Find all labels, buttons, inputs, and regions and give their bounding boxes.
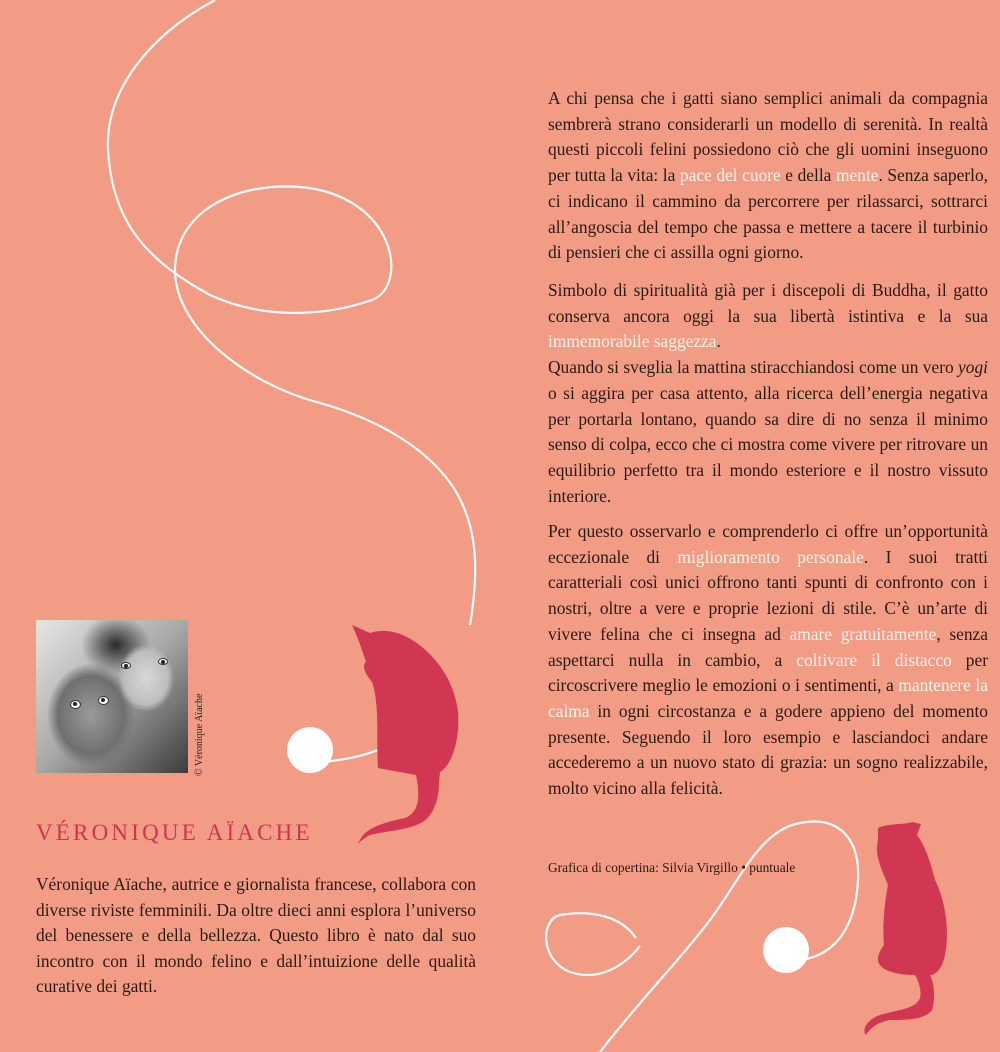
yarn-ball-left bbox=[287, 727, 333, 773]
author-name: VÉRONIQUE AÏACHE bbox=[36, 820, 313, 845]
cat-silhouette-right bbox=[865, 822, 947, 1035]
photo-cat-eye bbox=[70, 700, 81, 709]
photo-person-eye bbox=[158, 658, 168, 665]
highlight-mantenere-la-calma: mantenere la calma bbox=[548, 675, 988, 721]
photo-person-eye bbox=[121, 662, 131, 669]
description-paragraph-2 bbox=[548, 278, 988, 509]
text: Simbolo di spiritualità già per i discepoli di Buddha, il gatto conserva ancora oggi la sua libertà istintiva e la sua bbox=[548, 280, 988, 326]
yarn-string-left bbox=[108, 0, 475, 625]
author-bio: Véronique Aïache, autrice e giornalista francese, collabora con diverse riviste femminili. Da oltre dieci anni esplora l’universo del benessere e della bellezza. Questo libro è nato dal suo incontro con il mondo felino e dall’intuizione delle qualità curative dei gatti. bbox=[36, 874, 476, 996]
description-paragraph-3 bbox=[548, 519, 988, 802]
highlight-miglioramento-personale: miglioramento personale bbox=[677, 546, 864, 567]
text: . Senza saperlo, ci indicano il cammino da percorrere per rilassarci, sottrarci all’angoscia del tempo che passa e mettere a tacere il turbinio di pensieri che ci assilla ogni giorno. bbox=[548, 165, 988, 263]
photo-credit: © Véronique Aïache bbox=[194, 693, 205, 776]
text: in ogni circostanza e a godere appieno del momento presente. Seguendo il loro esempio e lasciandoci andare accederemo a un nuovo stato di grazia: un sogno realizzabile, molto vicino alla felicità. bbox=[548, 700, 988, 799]
text: , senza aspettarci nulla in cambio, a bbox=[548, 623, 988, 670]
cat-silhouette-left bbox=[352, 625, 458, 843]
text: per circoscrivere meglio le emozioni o i sentimenti, a bbox=[548, 649, 989, 696]
highlight-mente: mente bbox=[835, 165, 879, 186]
text: e della bbox=[780, 165, 836, 186]
photo-cat-eye bbox=[98, 696, 109, 705]
text: . bbox=[716, 331, 721, 352]
text: . I suoi tratti caratteriali così unici offrono tanti spunti di confronto con i nostri, oltre a vere e proprie lezioni di stile. C’è un’arte di vivere felina che ci insegna ad bbox=[548, 546, 989, 644]
description-paragraph-1 bbox=[548, 86, 988, 266]
yarn-string-right bbox=[546, 822, 858, 1052]
highlight-immemorabile-saggezza: immemorabile saggezza bbox=[548, 331, 717, 352]
highlight-coltivare-il-distacco: coltivare il distacco bbox=[796, 649, 952, 670]
text: Quando si sveglia la mattina stiracchiandosi come un vero bbox=[548, 357, 959, 378]
author-photo bbox=[36, 620, 188, 773]
text: o si aggira per casa attento, alla ricerca dell’energia negativa per portarla lontano, quando sa dire di no senza il minimo senso di colpa, ecco che ci mostra come vivere per ritrovare un equilibrio perfetto tra il mondo esteriore e il nostro vissuto interiore. bbox=[548, 382, 988, 506]
highlight-amare-gratuitamente: amare gratuitamente bbox=[789, 623, 937, 644]
text: A chi pensa che i gatti siano semplici animali da compagnia sembrerà strano considerarli un modello di serenità. In realtà questi piccoli felini possiedono ciò che gli uomini inseguono per tutta la vita: la bbox=[548, 88, 988, 186]
cover-design-credit: Grafica di copertina: Silvia Virgillo • puntuale bbox=[548, 860, 796, 875]
yarn-string-left-end bbox=[322, 750, 378, 762]
yarn-ball-right bbox=[763, 927, 809, 973]
text: Per questo osservarlo e comprenderlo ci offre un’opportunità eccezionale di bbox=[548, 521, 988, 567]
highlight-pace-del-cuore: pace del cuore bbox=[679, 165, 781, 186]
italic-yogi: yogi bbox=[958, 357, 988, 378]
